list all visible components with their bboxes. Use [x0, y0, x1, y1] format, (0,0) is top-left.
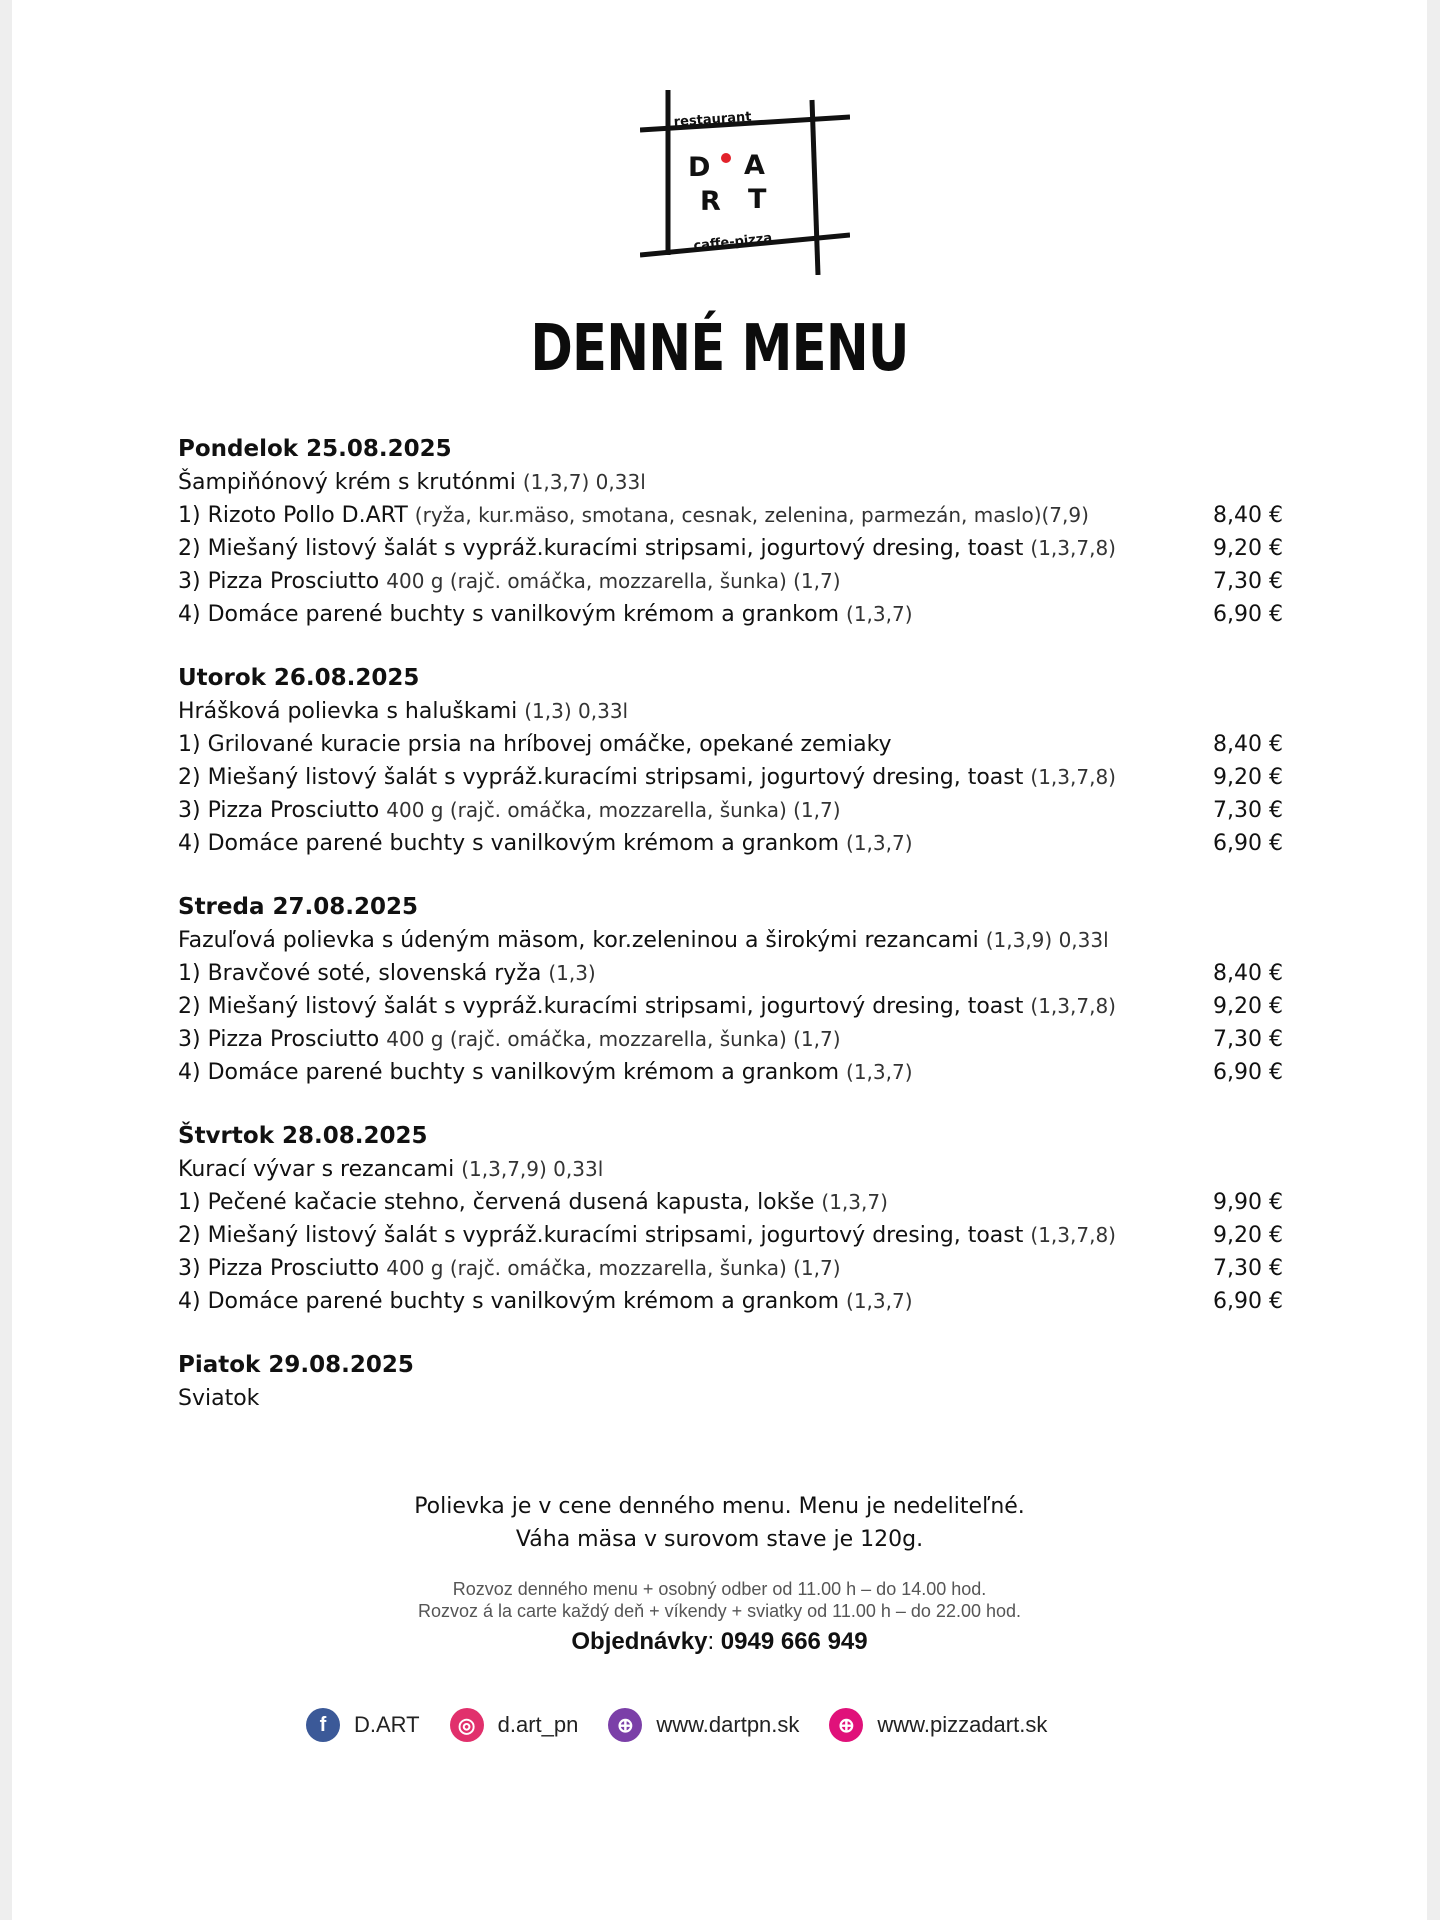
item-name: 3) Pizza Prosciutto [178, 798, 380, 823]
menu-item [178, 598, 1283, 631]
item-description [178, 598, 913, 631]
day-title: Piatok 29.08.2025 [178, 1352, 414, 1378]
item-description [178, 990, 1116, 1023]
soup-detail: (1,3,9) 0,33l [985, 928, 1109, 952]
day-title: Utorok 26.08.2025 [178, 665, 420, 691]
item-name: 3) Pizza Prosciutto [178, 569, 380, 594]
menu-item [178, 990, 1283, 1023]
item-description [178, 1219, 1116, 1252]
soup-line [178, 466, 1283, 499]
delivery-line-2: Rozvoz á la carte každý deň + víkendy + sviatky od 11.00 h – do 22.00 hod. [417, 1601, 1022, 1621]
day-section [178, 1119, 1283, 1318]
item-price: 9,20 € [1213, 765, 1283, 790]
item-price: 6,90 € [1213, 1060, 1283, 1085]
item-price: 9,20 € [1213, 994, 1283, 1019]
menu-item [178, 1285, 1283, 1318]
item-description [178, 1186, 888, 1219]
item-name: 2) Miešaný listový šalát s vypráž.kuracími stripsami, jogurtový dresing, toast [178, 994, 1024, 1019]
logo-letter-d: D [688, 152, 711, 183]
item-detail: (ryža, kur.mäso, smotana, cesnak, zelenina, parmezán, maslo)(7,9) [414, 503, 1089, 527]
item-detail: (1,3,7) [846, 1060, 913, 1084]
menu-sheet [12, 0, 1427, 1920]
item-price: 6,90 € [1213, 1289, 1283, 1314]
item-price: 9,90 € [1213, 1190, 1283, 1215]
item-name: 1) Bravčové soté, slovenská ryža [178, 961, 542, 986]
note-line-2: Váha mäsa v surovom stave je 120g. [515, 1527, 924, 1552]
menu-item [178, 957, 1283, 990]
menu-item [178, 1056, 1283, 1089]
facebook-icon: f [306, 1708, 340, 1742]
social-link-text[interactable]: d.art_pn [497, 1712, 579, 1737]
day-title: Pondelok 25.08.2025 [178, 436, 452, 462]
item-name: 4) Domáce parené buchty s vanilkovým krémom a grankom [178, 1060, 840, 1085]
menu-item [178, 532, 1283, 565]
item-name: 2) Miešaný listový šalát s vypráž.kuracími stripsami, jogurtový dresing, toast [178, 1223, 1024, 1248]
item-price: 9,20 € [1213, 1223, 1283, 1248]
item-price: 8,40 € [1213, 961, 1283, 986]
item-description [178, 1023, 841, 1056]
menu-item [178, 1023, 1283, 1056]
item-price: 6,90 € [1213, 831, 1283, 856]
social-link-text[interactable]: D.ART [354, 1712, 420, 1737]
soup-name: Kurací vývar s rezancami [178, 1157, 455, 1182]
item-detail: (1,3,7,8) [1030, 1223, 1116, 1247]
menu-item [178, 761, 1283, 794]
item-name: 1) Pečené kačacie stehno, červená dusená kapusta, lokše [178, 1190, 815, 1215]
item-name: 3) Pizza Prosciutto [178, 1256, 380, 1281]
menu-note [12, 1490, 1427, 1556]
social-links [306, 1705, 1047, 1745]
delivery-line-1: Rozvoz denného menu + osobný odber od 11.00 h – do 14.00 hod. [452, 1579, 987, 1599]
social-link-text[interactable]: www.pizzadart.sk [877, 1712, 1048, 1737]
page-title: DENNÉ MENU [530, 312, 909, 386]
item-price: 7,30 € [1213, 569, 1283, 594]
item-description [178, 827, 913, 860]
item-price: 8,40 € [1213, 732, 1283, 757]
note-line-1: Polievka je v cene denného menu. Menu je nedeliteľné. [414, 1494, 1025, 1519]
order-phone: Objednávky: 0949 666 949 [571, 1628, 868, 1655]
item-price: 7,30 € [1213, 1027, 1283, 1052]
item-detail: (1,3,7) [846, 602, 913, 626]
item-detail: 400 g (rajč. omáčka, mozzarella, šunka) (1,7) [386, 1256, 841, 1280]
item-name: 3) Pizza Prosciutto [178, 1027, 380, 1052]
social-link[interactable] [306, 1708, 420, 1742]
item-description [178, 532, 1116, 565]
item-name: 2) Miešaný listový šalát s vypráž.kuracími stripsami, jogurtový dresing, toast [178, 536, 1024, 561]
item-detail: (1,3,7) [846, 831, 913, 855]
soup-name: Hrášková polievka s haluškami [178, 699, 518, 724]
menu-item [178, 1186, 1283, 1219]
soup-detail: (1,3) 0,33l [524, 699, 629, 723]
delivery-info [12, 1578, 1427, 1622]
item-description [178, 1056, 913, 1089]
soup-line [178, 924, 1283, 957]
soup-detail: (1,3,7) 0,33l [522, 470, 646, 494]
instagram-icon: ◎ [450, 1708, 484, 1742]
social-link-text[interactable]: www.dartpn.sk [656, 1712, 800, 1737]
item-description [178, 1252, 841, 1285]
soup-line [178, 1153, 1283, 1186]
menu-item [178, 1252, 1283, 1285]
soup-name: Sviatok [178, 1386, 260, 1411]
item-detail: 400 g (rajč. omáčka, mozzarella, šunka) (1,7) [386, 569, 841, 593]
menu-item [178, 565, 1283, 598]
soup-line [178, 1382, 1283, 1415]
item-description [178, 728, 892, 761]
item-name: 2) Miešaný listový šalát s vypráž.kuracími stripsami, jogurtový dresing, toast [178, 765, 1024, 790]
day-title: Streda 27.08.2025 [178, 894, 418, 920]
logo-top-text: restaurant [673, 109, 752, 130]
item-name: 1) Rizoto Pollo D.ART [178, 503, 408, 528]
day-section [178, 661, 1283, 860]
day-section [178, 432, 1283, 631]
social-link[interactable] [608, 1708, 799, 1742]
item-price: 6,90 € [1213, 602, 1283, 627]
item-description [178, 761, 1116, 794]
menu-item [178, 827, 1283, 860]
item-detail: (1,3,7,8) [1030, 765, 1116, 789]
item-detail: (1,3,7) [846, 1289, 913, 1313]
logo-letter-a: A [744, 150, 765, 181]
item-price: 9,20 € [1213, 536, 1283, 561]
menu-item [178, 1219, 1283, 1252]
dart-logo [640, 90, 850, 275]
globe-icon: ⊕ [829, 1708, 863, 1742]
day-section [178, 890, 1283, 1089]
item-detail: (1,3) [548, 961, 596, 985]
item-description [178, 794, 841, 827]
item-detail: (1,3,7) [821, 1190, 888, 1214]
item-name: 4) Domáce parené buchty s vanilkovým krémom a grankom [178, 831, 840, 856]
globe-icon: ⊕ [608, 1708, 642, 1742]
logo-letter-t: T [748, 184, 767, 215]
item-name: 4) Domáce parené buchty s vanilkovým krémom a grankom [178, 602, 840, 627]
logo-bottom-text: caffe-pizza [692, 230, 773, 254]
item-description [178, 565, 841, 598]
soup-name: Šampiňónový krém s krutónmi [178, 470, 516, 495]
item-name: 1) Grilované kuracie prsia na hríbovej omáčke, opekané zemiaky [178, 732, 892, 757]
item-detail: 400 g (rajč. omáčka, mozzarella, šunka) (1,7) [386, 1027, 841, 1051]
social-link[interactable] [829, 1708, 1047, 1742]
order-label: Objednávky [571, 1628, 708, 1655]
menu-item [178, 794, 1283, 827]
item-price: 7,30 € [1213, 1256, 1283, 1281]
soup-name: Fazuľová polievka s údeným mäsom, kor.zeleninou a širokými rezancami [178, 928, 979, 953]
phone-number[interactable]: 0949 666 949 [720, 1628, 868, 1655]
weekly-menu [178, 432, 1283, 1445]
soup-line [178, 695, 1283, 728]
item-description [178, 1285, 913, 1318]
item-description [178, 957, 596, 990]
item-price: 8,40 € [1213, 503, 1283, 528]
menu-item [178, 728, 1283, 761]
soup-detail: (1,3,7,9) 0,33l [461, 1157, 604, 1181]
item-price: 7,30 € [1213, 798, 1283, 823]
logo-letter-r: R [700, 186, 721, 217]
menu-item [178, 499, 1283, 532]
logo-dot [721, 153, 731, 163]
item-name: 4) Domáce parené buchty s vanilkovým krémom a grankom [178, 1289, 840, 1314]
day-title: Štvrtok 28.08.2025 [178, 1123, 428, 1149]
social-link[interactable] [450, 1708, 579, 1742]
item-detail: 400 g (rajč. omáčka, mozzarella, šunka) (1,7) [386, 798, 841, 822]
item-description [178, 499, 1089, 532]
item-detail: (1,3,7,8) [1030, 994, 1116, 1018]
day-section [178, 1348, 1283, 1415]
item-detail: (1,3,7,8) [1030, 536, 1116, 560]
